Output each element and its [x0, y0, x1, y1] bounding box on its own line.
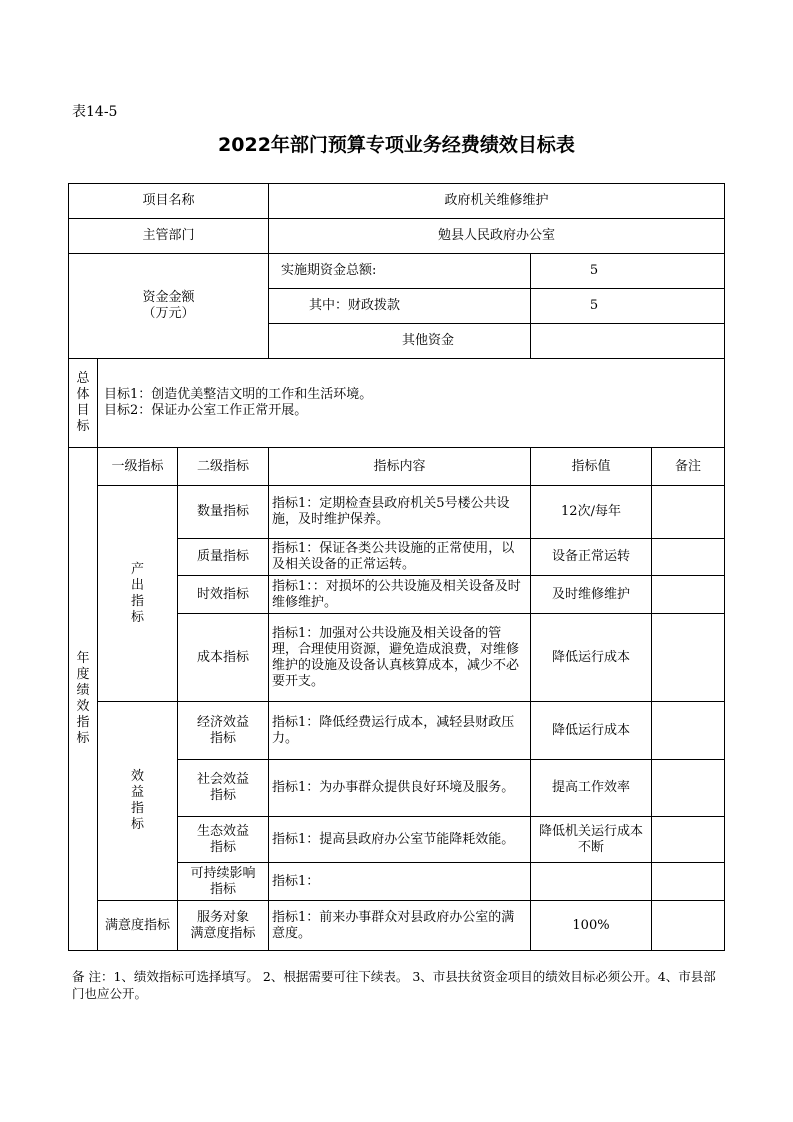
goals-label-char: 目 [76, 403, 90, 418]
annual-label [69, 448, 98, 951]
project-name-row [69, 184, 725, 219]
indicator-name-line2: 指标 [209, 839, 236, 855]
funds-fiscal-value: 5 [531, 289, 725, 324]
indicator-value: 降低运行成本 [531, 702, 652, 760]
goals-label [69, 359, 98, 448]
benefit-label-char: 益 [130, 785, 144, 800]
goals-label-char: 总 [76, 371, 90, 386]
annual-label-char: 标 [76, 731, 90, 746]
indicator-name [178, 863, 269, 901]
indicator-name: 质量指标 [178, 539, 269, 576]
indicator-name-line1: 可持续影响 [190, 865, 256, 881]
annual-label-char: 年 [76, 651, 90, 666]
indicator-content: 指标1：：对损坏的公共设施及相关设备及时维修维护。 [269, 576, 531, 614]
indicator-content: 指标1：前来办事群众对县政府办公室的满意度。 [269, 901, 531, 951]
indicator-value: 12次/每年 [531, 486, 652, 539]
footnote: 备 注：1、绩效指标可选择填写。 2、根据需要可往下续表。 3、市县扶贫资金项目的绩效目标必须公开。4、市县部门也应公开。 [72, 969, 716, 1001]
indicator-value: 提高工作效率 [531, 760, 652, 817]
funds-total-value: 5 [531, 254, 725, 289]
output-label-char: 指 [130, 593, 144, 609]
indicator-content: 指标1：为办事群众提供良好环境及服务。 [269, 760, 531, 817]
output-label-char: 出 [130, 577, 144, 593]
indicator-remark [652, 702, 725, 760]
annual-label-char: 效 [76, 699, 90, 714]
goals-label-char: 标 [76, 419, 90, 434]
annual-label-char: 指 [76, 715, 90, 730]
header-remark: 备注 [652, 448, 725, 486]
indicator-header-row [69, 448, 725, 486]
header-content: 指标内容 [269, 448, 531, 486]
benefit-label-char: 指 [130, 801, 144, 816]
performance-table [68, 183, 725, 951]
indicator-remark [652, 539, 725, 576]
annual-label-char: 绩 [76, 683, 90, 698]
goal-item: 目标1：创造优美整洁文明的工作和生活环境。 [104, 387, 373, 402]
indicator-name [178, 760, 269, 817]
indicator-name-line2: 满意度指标 [190, 925, 256, 941]
output-label-char: 产 [130, 561, 144, 577]
goals-label-char: 体 [76, 387, 90, 402]
dept-row [69, 219, 725, 254]
indicator-name: 数量指标 [178, 486, 269, 539]
header-value: 指标值 [531, 448, 652, 486]
indicator-value: 降低运行成本 [531, 614, 652, 702]
indicator-value: 设备正常运转 [531, 539, 652, 576]
indicator-name-line1: 社会效益 [196, 772, 249, 787]
indicator-name-line2: 指标 [209, 881, 236, 897]
indicator-name-line2: 指标 [209, 788, 236, 803]
project-name-value: 政府机关维修维护 [269, 184, 725, 219]
output-label-char: 标 [130, 609, 144, 625]
table-number: 表14-5 [72, 104, 118, 120]
table-row [69, 486, 725, 539]
indicator-remark [652, 760, 725, 817]
goals-row [69, 359, 725, 448]
indicator-name [178, 817, 269, 863]
goals-content [98, 359, 725, 448]
benefit-label-char: 标 [130, 817, 144, 832]
output-label [98, 486, 178, 702]
goal-item: 目标2：保证办公室工作正常开展。 [104, 403, 308, 418]
indicator-name-line1: 生态效益 [196, 823, 249, 839]
funds-fiscal-label: 其中：财政拨款 [269, 289, 531, 324]
funds-other-label: 其他资金 [269, 324, 531, 359]
benefit-label [98, 702, 178, 901]
indicator-remark [652, 901, 725, 951]
funds-other-value [531, 324, 725, 359]
funds-total-label: 实施期资金总额: [269, 254, 531, 289]
indicator-name-line1: 经济效益 [196, 714, 249, 730]
funds-label-line2: （万元） [142, 306, 195, 321]
indicator-value [531, 863, 652, 901]
header-level2: 二级指标 [178, 448, 269, 486]
funds-total-row [69, 254, 725, 289]
table-row [69, 901, 725, 951]
indicator-name: 时效指标 [178, 576, 269, 614]
indicator-content: 指标1：加强对公共设施及相关设备的管理，合理使用资源，避免造成浪费，对维修维护的设施及设备认真核算成本，减少不必要开支。 [269, 614, 531, 702]
indicator-remark [652, 486, 725, 539]
page-title: 2022年部门预算专项业务经费绩效目标表 [218, 134, 575, 156]
indicator-remark [652, 614, 725, 702]
indicator-name-line1: 服务对象 [196, 909, 249, 925]
funds-label [69, 254, 269, 359]
indicator-name [178, 702, 269, 760]
indicator-remark [652, 576, 725, 614]
indicator-remark [652, 863, 725, 901]
annual-label-char: 度 [76, 667, 90, 682]
indicator-content: 指标1： [269, 863, 531, 901]
indicator-value: 降低机关运行成本不断 [531, 817, 652, 863]
table-row [69, 702, 725, 760]
indicator-name [178, 901, 269, 951]
benefit-label-char: 效 [130, 769, 144, 784]
funds-label-line1: 资金金额 [142, 290, 195, 305]
header-level1: 一级指标 [98, 448, 178, 486]
satisfaction-label: 满意度指标 [98, 901, 178, 951]
indicator-content: 指标1：保证各类公共设施的正常使用，以及相关设备的正常运转。 [269, 539, 531, 576]
indicator-value: 100% [531, 901, 652, 951]
indicator-value: 及时维修维护 [531, 576, 652, 614]
project-name-label: 项目名称 [69, 184, 269, 219]
indicator-content: 指标1：提高县政府办公室节能降耗效能。 [269, 817, 531, 863]
indicator-remark [652, 817, 725, 863]
indicator-name-line2: 指标 [209, 730, 236, 746]
dept-value: 勉县人民政府办公室 [269, 219, 725, 254]
indicator-content: 指标1：定期检查县政府机关5号楼公共设施，及时维护保养。 [269, 486, 531, 539]
indicator-name: 成本指标 [178, 614, 269, 702]
indicator-content: 指标1：降低经费运行成本，减轻县财政压力。 [269, 702, 531, 760]
dept-label: 主管部门 [69, 219, 269, 254]
